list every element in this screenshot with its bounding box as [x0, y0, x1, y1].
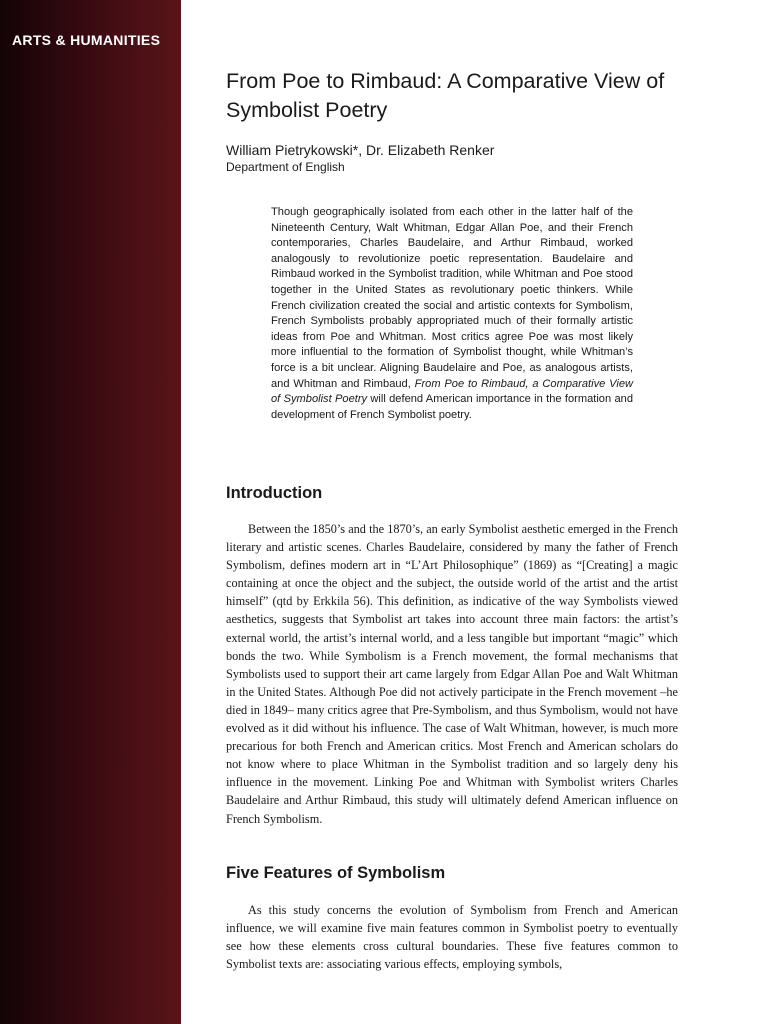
abstract-text-end: will defend American importance in the formation and development of French Symbolist poetry. [271, 393, 633, 421]
article-title: From Poe to Rimbaud: A Comparative View of Symbolist Poetry [226, 69, 665, 122]
abstract-text: Though geographically isolated from each other in the latter half of the Nineteenth Century, Walt Whitman, Edgar Allan Poe, and their French contemporaries, Charles Baudelaire, and Arthur Rimbaud, worked analogously to revolutionize poetic representation. Baudelaire and Rimbaud worked in the Symbolist tradition, while Whitman and Poe stood together in the United States as revolutionary poetic thinkers. While French civilization created the social and artistic contexts for Symbolism, French Symbolists probably appropriated much of their formally artistic ideas from Poe and Whitman. Most critics agree Poe was most likely more influential to the formation of Symbolist thought, while Whitman’s force is a bit unclear. Aligning Baudelaire and Poe, as analogous artists, and Whitman and Rimbaud, [271, 206, 633, 390]
introduction-heading: Introduction [226, 484, 323, 502]
author-department: Department of English [226, 160, 345, 174]
abstract [271, 205, 633, 423]
section-label: ARTS & HUMANITIES [12, 32, 161, 48]
five-features-heading: Five Features of Symbolism [226, 864, 446, 882]
five-features-paragraph: As this study concerns the evolution of Symbolism from French and American influence, we will examine five main features common in Symbolist poetry to eventually see how these elements cross cultural boundaries. These five features common to Symbolist texts are: associating various effects, employing symbols, [226, 903, 678, 972]
sidebar [0, 0, 181, 1024]
article-authors: William Pietrykowski*, Dr. Elizabeth Renker [226, 142, 495, 158]
introduction-paragraph: Between the 1850’s and the 1870’s, an early Symbolist aesthetic emerged in the French literary and artistic scenes. Charles Baudelaire, considered by many the father of French Symbolism, defines modern art in “L’Art Philosophique” (1869) as “[Creating] a magic containing at once the object and the subject, the outside world of the artist and the artist himself” (qtd by Erkkila 56). This definition, as indicative of the way Symbolists viewed aesthetics, suggests that Symbolist art takes into account three main factors: the artist’s external world, the artist’s internal world, and a less tangible but important “magic” which bonds the two. While Symbolism is a French movement, the formal mechanisms that Symbolists used to support their art came largely from Edgar Allan Poe and Walt Whitman in the United States. Although Poe did not actively participate in the French movement –he died in 1849– many critics agree that Pre-Symbolism, and thus Symbolism, would not have evolved as it did without his influence. The case of Walt Whitman, however, is much more precarious for both French and American critics. Most French and American scholars do not know where to place Whitman in the Symbolist tradition and so largely deny his influence in the movement. Linking Poe and Whitman with Symbolist writers Charles Baudelaire and Arthur Rimbaud, this study will ultimately defend American influence on French Symbolism. [226, 522, 678, 826]
abstract-italic-title: From Poe to Rimbaud, a Comparative View of Symbolist Poetry [271, 377, 634, 406]
